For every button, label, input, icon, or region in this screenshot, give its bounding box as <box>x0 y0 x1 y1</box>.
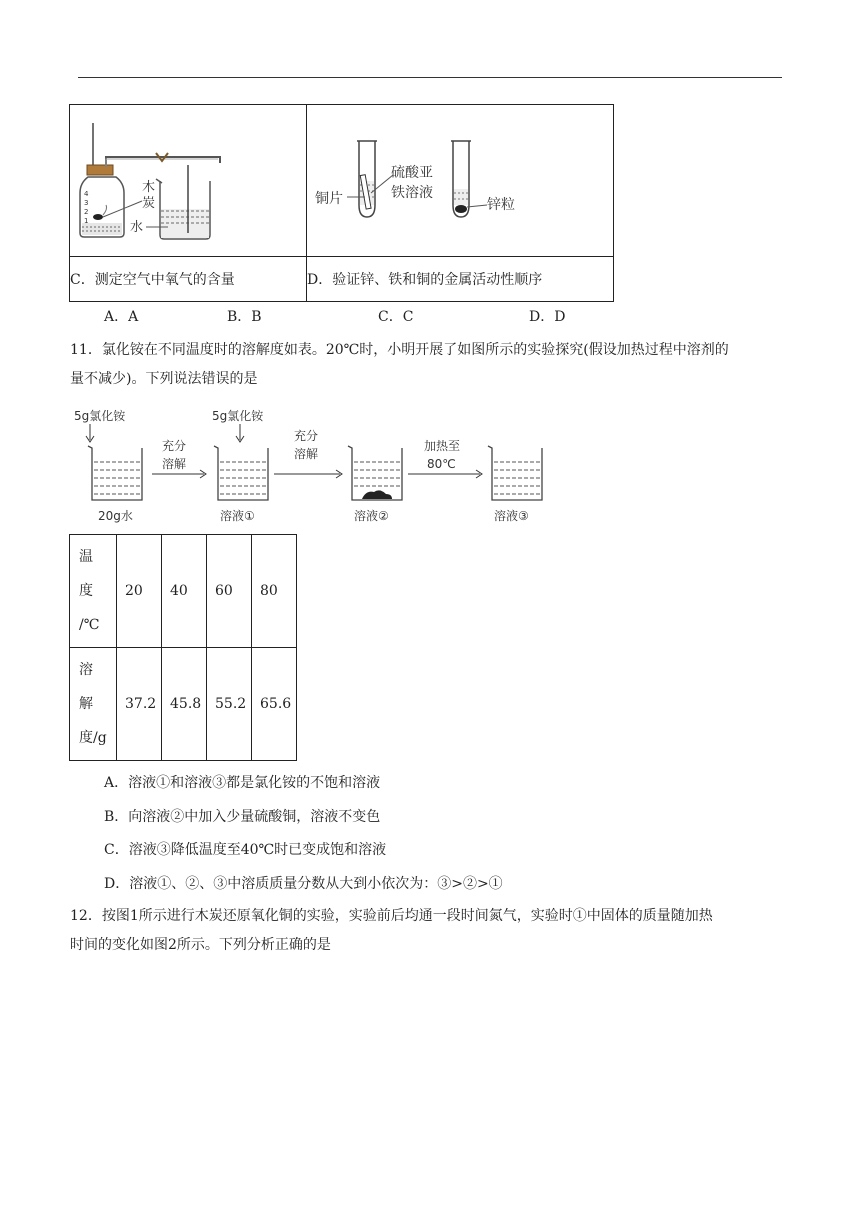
temperature-header <box>70 535 117 648</box>
caption-c: C．测定空气中氧气的含量 <box>70 257 307 302</box>
zinc-label: 锌粒 <box>487 197 515 213</box>
solution-1-label: 溶液① <box>220 509 255 523</box>
bottle-mark-3: 3 <box>84 199 89 207</box>
metal-activity-apparatus <box>307 105 613 252</box>
step3-label-b: 80℃ <box>427 457 456 471</box>
solubility-header-2: 解 <box>79 696 93 712</box>
solubility-table <box>69 534 297 761</box>
q11-stem <box>70 336 790 394</box>
temperature-header-3: /℃ <box>79 617 100 633</box>
experiment-table <box>69 104 614 302</box>
temperature-cell: 80 <box>252 535 297 648</box>
q11-process-diagram <box>70 404 550 526</box>
bottle-mark-4: 4 <box>84 190 89 198</box>
water-amount-label: 20g水 <box>98 509 133 523</box>
step1-label-b: 溶解 <box>162 457 187 471</box>
temperature-header-2: 度 <box>79 583 93 599</box>
q12-stem-line1: 12．按图1所示进行木炭还原氧化铜的实验，实验前后均通一段时间氮气，实验时①中固体的质量随加热 <box>70 908 713 924</box>
water-label: 水 <box>130 220 144 235</box>
q11-stem-line1: 11．氯化铵在不同温度时的溶解度如表。20℃时，小明开展了如图所示的实验探究(假设加热过程中溶剂的 <box>70 342 729 358</box>
add-label-2: 5g氯化铵 <box>212 409 264 423</box>
add-label-1: 5g氯化铵 <box>74 409 126 423</box>
experiment-c-figure <box>70 105 307 257</box>
solubility-cell: 65.6 <box>252 648 297 761</box>
temperature-cell: 40 <box>162 535 207 648</box>
q11-choice-d[interactable]: D．溶液①、②、③中溶质质量分数从大到小依次为：③>②>① <box>104 876 503 892</box>
charcoal-label-2: 炭 <box>142 196 156 211</box>
ferrous-label-1: 硫酸亚 <box>391 165 433 181</box>
solubility-cell: 55.2 <box>207 648 252 761</box>
bottle-mark-1: 1 <box>84 217 89 225</box>
experiment-d-figure <box>307 105 614 257</box>
copper-label: 铜片 <box>315 191 343 207</box>
charcoal-label: 木 <box>142 180 156 195</box>
step2-label-a: 充分 <box>294 429 319 443</box>
temperature-header-1: 温 <box>79 549 93 565</box>
q12-stem-line2: 时间的变化如图2所示。下列分析正确的是 <box>70 937 331 953</box>
q10-option-c[interactable]: C．C <box>378 309 414 325</box>
q12-stem <box>70 902 790 960</box>
solution-3-label: 溶液③ <box>494 509 529 523</box>
bottle-mark-2: 2 <box>84 208 89 216</box>
oxygen-measurement-apparatus <box>70 105 306 252</box>
header-rule <box>78 77 782 78</box>
caption-d: D．验证锌、铁和铜的金属活动性顺序 <box>307 257 614 302</box>
solubility-header <box>70 648 117 761</box>
solubility-header-1: 溶 <box>79 662 93 678</box>
q11-choice-a[interactable]: A．溶液①和溶液③都是氯化铵的不饱和溶液 <box>104 775 381 791</box>
ferrous-label-2: 铁溶液 <box>391 185 433 201</box>
temperature-cell: 20 <box>117 535 162 648</box>
step2-label-b: 溶解 <box>294 447 319 461</box>
q10-option-b[interactable]: B．B <box>227 309 262 325</box>
q11-choice-c[interactable]: C．溶液③降低温度至40℃时已变成饱和溶液 <box>104 842 387 858</box>
temperature-cell: 60 <box>207 535 252 648</box>
step1-label-a: 充分 <box>162 439 187 453</box>
q11-choice-b[interactable]: B．向溶液②中加入少量硫酸铜，溶液不变色 <box>104 809 381 825</box>
q10-option-d[interactable]: D．D <box>529 309 566 325</box>
q11-stem-line2: 量不减少)。下列说法错误的是 <box>70 371 258 387</box>
solution-2-label: 溶液② <box>354 509 389 523</box>
q10-option-a[interactable]: A．A <box>104 309 139 325</box>
solubility-cell: 37.2 <box>117 648 162 761</box>
solubility-header-3: 度/g <box>79 730 107 746</box>
step3-label-a: 加热至 <box>424 439 461 453</box>
solubility-cell: 45.8 <box>162 648 207 761</box>
